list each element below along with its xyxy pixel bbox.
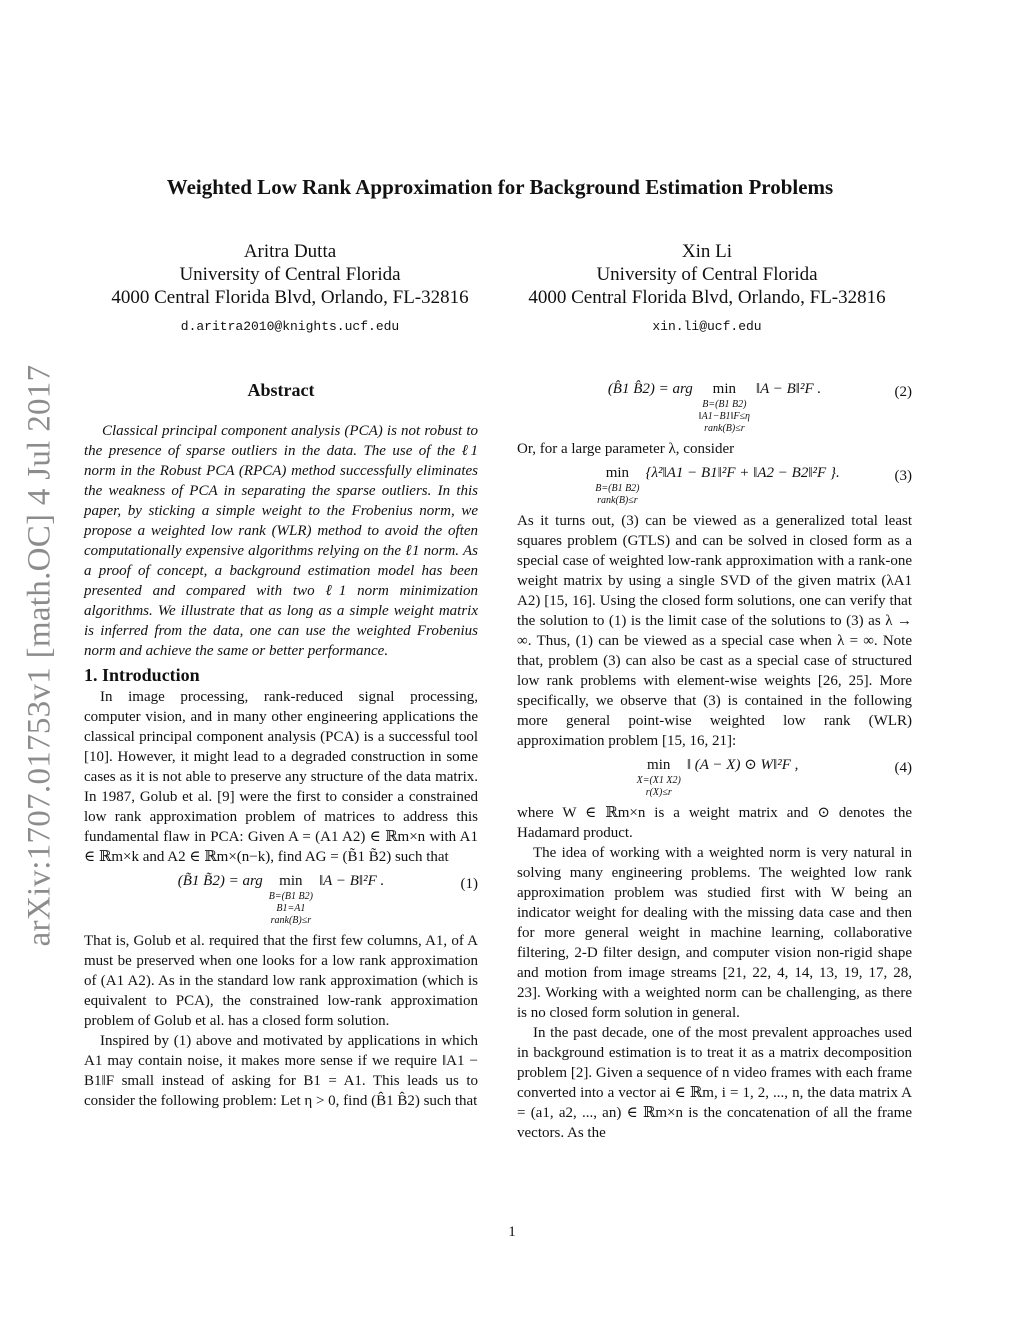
author-block-2	[512, 240, 902, 338]
equation-2	[517, 379, 912, 435]
eq4-op: min	[647, 757, 671, 773]
eq1-min-operator	[269, 871, 313, 927]
page-number: 1	[508, 1224, 516, 1240]
equation-4	[517, 755, 912, 799]
arxiv-sidebar-stamp	[13, 350, 67, 960]
eq4-min-operator	[637, 755, 681, 799]
paper-title: Weighted Low Rank Approximation for Background Estimation Problems	[166, 175, 834, 199]
abstract-body	[84, 421, 478, 661]
right-paragraph-2: where W ∈ ℝm×n is a weight matrix and ⊙ denotes the Hadamard product.	[517, 805, 912, 841]
author-address: 4000 Central Florida Blvd, Orlando, FL-32816	[528, 287, 886, 308]
eq4-sub1: X=(X1 X2)	[636, 775, 681, 786]
author-name: Aritra Dutta	[243, 241, 337, 262]
author-email[interactable]: xin.li@ucf.edu	[652, 319, 762, 334]
right-column	[517, 375, 912, 1143]
eq3-op: min	[605, 465, 630, 481]
section-heading-introduction: 1. Introduction	[84, 665, 200, 685]
eq2-sub1: B=(B1 B2)	[702, 399, 747, 410]
abstract-text: Classical principal component analysis (PCA) is not robust to the presence of sparse outliers in the data. The use of the ℓ1 norm in the Robust PCA (RPCA) method successfully eliminates the weakness of PCA in separating the sparse outliers. In this paper, by sticking a simple weight to the Frobenius norm, we propose a weighted low rank (WLR) method to avoid the often computationally expensive algorithms relying on the ℓ1 norm. As a proof of concept, a background estimation model has been presented and compared with two ℓ1 norm minimization algorithms. We illustrate that as long as a simple weight matrix is inferred from the data, one can use the weighted Frobenius norm and achieve the same or better performance.	[84, 423, 478, 659]
intro-paragraph-1: In image processing, rank-reduced signal processing, computer vision, and in many other engineering applications the classical principal component analysis (PCA) is a successful tool [10]. However, it might lead to a degraded construction in some cases as it is not able to preserve any structure of the data matrix. In 1987, Golub et al. [9] were the first to consider a constrained low rank approximation problem of matrices to address this fundamental flaw in PCA: Given A = (A1 A2) ∈ ℝm×n with A1 ∈ ℝm×k and A2 ∈ ℝm×(n−k), find AG = (B̃1 B̃2) such that	[84, 689, 478, 865]
eq3-sub1: B=(B1 B2)	[595, 483, 640, 494]
author-block-1	[96, 240, 484, 338]
abstract-heading: Abstract	[247, 380, 315, 400]
eq3-sub2: rank(B)≤r	[597, 495, 638, 506]
eq2-op: min	[712, 381, 737, 397]
eq3-rhs: {λ²‖A1 − B1‖²F + ‖A2 − B2‖²F }.	[645, 465, 840, 481]
eq3-min-operator	[595, 463, 639, 507]
eq1-lhs: (B̃1 B̃2) = arg	[177, 873, 263, 889]
eq4-number: (4)	[894, 760, 912, 776]
author-address: 4000 Central Florida Blvd, Orlando, FL-32816	[111, 287, 469, 308]
eq3-number: (3)	[894, 468, 912, 484]
eq1-op: min	[279, 873, 303, 889]
author-affiliation: University of Central Florida	[179, 264, 401, 285]
eq2-number: (2)	[894, 384, 912, 400]
eq1-sub3: rank(B)≤r	[270, 915, 312, 926]
eq1-rhs: ‖A − B‖²F .	[318, 873, 385, 889]
eq1-sub1: B=(B1 B2)	[268, 891, 313, 902]
author-email[interactable]: d.aritra2010@knights.ucf.edu	[180, 319, 400, 334]
eq1-number: (1)	[460, 876, 478, 892]
author-name: Xin Li	[681, 241, 733, 262]
eq4-sub2: r(X)≤r	[645, 787, 672, 798]
equation-1	[84, 871, 478, 927]
equation-3	[517, 463, 912, 507]
right-paragraph-3: The idea of working with a weighted norm is very natural in solving many engineering problems. The weighted low rank approximation problem was studied first with W being an indicator weight for dealing with the missing data case and then for more general weight in machine learning, collaborative filtering, 2-D filter design, and computer vision non-rigid shape and motion from image streams [21, 22, 4, 14, 13, 19, 17, 28, 23]. Working with a weighted norm can be challenging, as there is no closed form solution in general.	[517, 845, 912, 1021]
author-affiliation: University of Central Florida	[596, 264, 818, 285]
eq2-sub3: rank(B)≤r	[704, 423, 745, 434]
eq2-lhs: (B̂1 B̂2) = arg	[607, 381, 693, 397]
arxiv-id: arXiv:1707.01753v1 [math.OC] 4 Jul 2017	[21, 364, 58, 946]
eq2-sub2: ‖A1−B1‖F≤η	[698, 411, 750, 422]
right-paragraph-1: As it turns out, (3) can be viewed as a generalized total least squares problem (GTLS) and can be solved in closed form as a special case of weighted low-rank approximation with a rank-one weight matrix by using a single SVD of the given matrix (λA1 A2) [15, 16]. Using the closed form solutions, one can verify that the solution to (1) is the limit case of the solutions to (3) as λ → ∞. Thus, (1) can be viewed as a special case when λ = ∞. Note that, problem (3) can also be cast as a special case of structured low rank problems with element-wise weights [26, 25]. More specifically, we observe that (3) is contained in the following more general point-wise weighted low rank (WLR) approximation problem [15, 16, 21]:	[517, 513, 912, 749]
eq2-min-operator	[699, 379, 750, 435]
left-column	[84, 380, 478, 1111]
eq4-rhs: ‖ (A − X) ⊙ W‖²F ,	[686, 757, 799, 773]
intro-paragraph-3: Inspired by (1) above and motivated by applications in which A1 may contain noise, it makes more sense if we require ‖A1 − B1‖F small instead of asking for B1 = A1. This leads us to consider the following problem: Let η > 0, find (B̂1 B̂2) such that	[84, 1033, 478, 1109]
eq2-rhs: ‖A − B‖²F .	[755, 381, 822, 397]
intro-paragraph-2: That is, Golub et al. required that the first few columns, A1, of A must be preserved when one looks for a low rank approximation of (A1 A2). As in the standard low rank approximation (which is equivalent to PCA), the constrained low-rank approximation problem of Golub et al. has a closed form solution.	[84, 933, 478, 1029]
eq1-sub2: B1=A1	[276, 903, 306, 914]
or-line: Or, for a large parameter λ, consider	[517, 441, 735, 457]
right-paragraph-4: In the past decade, one of the most prevalent approaches used in background estimation is to treat it as a matrix decomposition problem [2]. Given a sequence of n video frames with each frame converted into a vector ai ∈ ℝm, i = 1, 2, ..., n, the data matrix A = (a1, a2, ..., an) ∈ ℝm×n is the concatenation of all the frame vectors. As the	[517, 1025, 912, 1141]
